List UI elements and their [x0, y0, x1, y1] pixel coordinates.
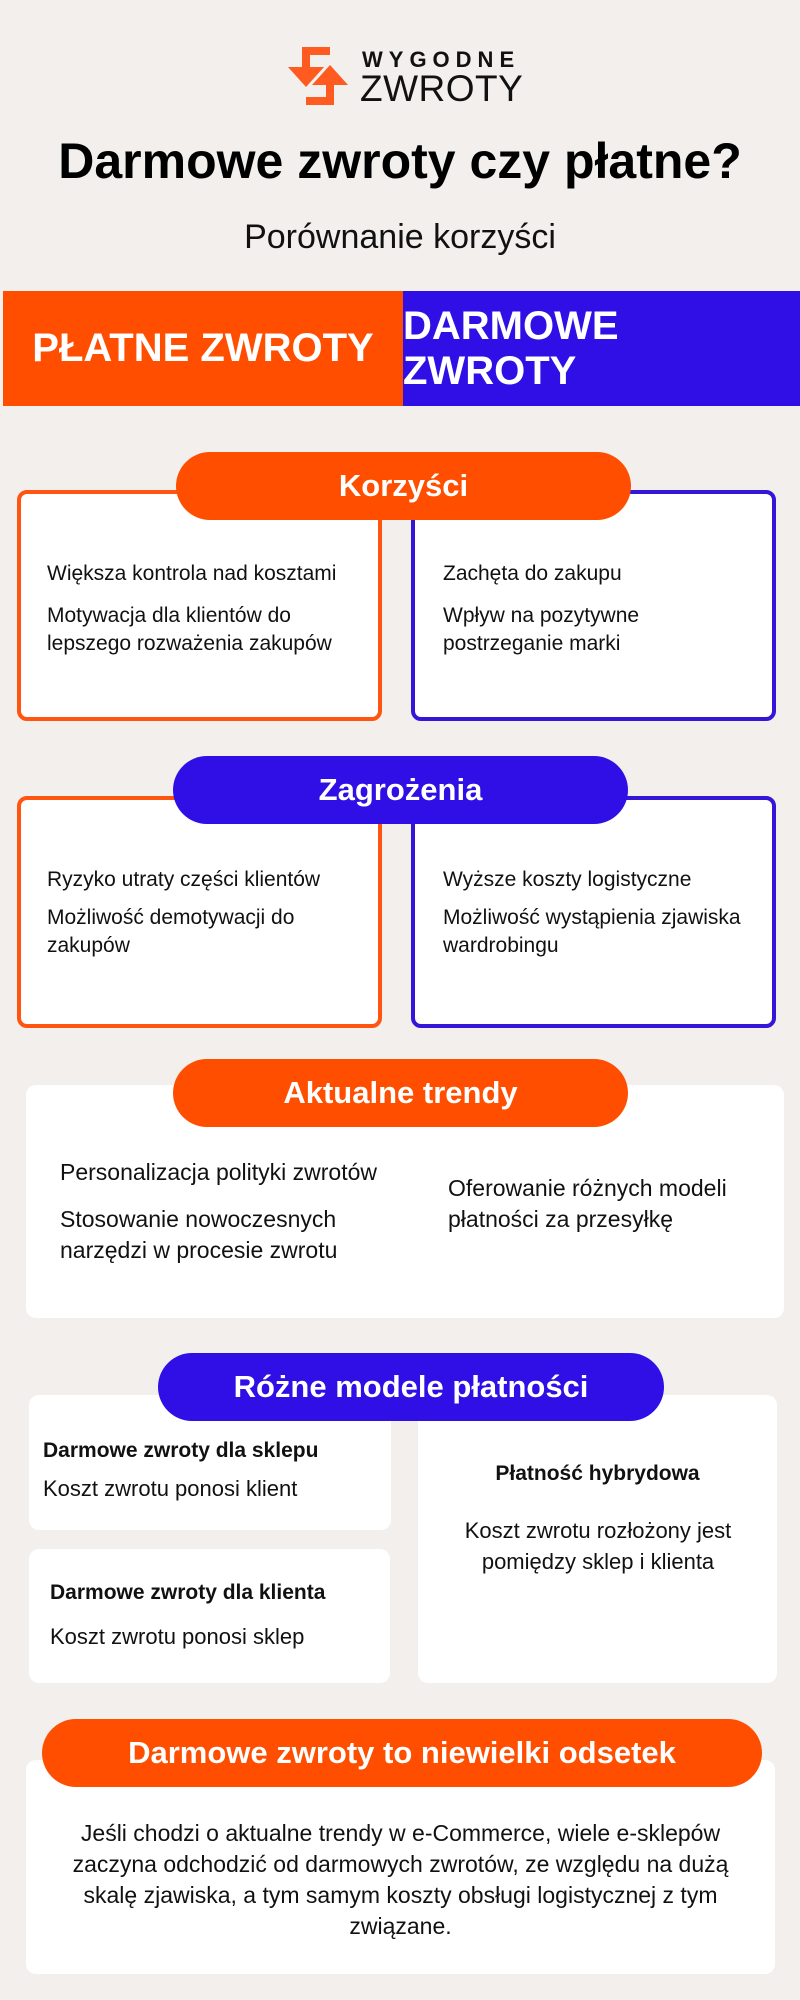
- summary-heading-text: Darmowe zwroty to niewielki odsetek: [128, 1735, 676, 1770]
- benefits-free-item: Wpływ na pozytywne postrzeganie marki: [443, 604, 640, 655]
- model-desc: Koszt zwrotu rozłożony jest pomiędzy sklep i klienta: [464, 1518, 732, 1574]
- benefits-paid-item: Większa kontrola nad kosztami: [47, 562, 337, 585]
- benefits-heading-text: Korzyści: [338, 468, 469, 503]
- threats-free-item: Wyższe koszty logistyczne: [443, 868, 692, 891]
- summary-card: [26, 1760, 775, 1974]
- model-card-hybrid: [418, 1395, 777, 1683]
- benefits-paid-card: [17, 490, 382, 721]
- paid-returns-label: PŁATNE ZWROTY: [32, 326, 374, 370]
- model-desc: Koszt zwrotu ponosi klient: [43, 1476, 298, 1501]
- trends-item: Personalizacja polityki zwrotów: [60, 1159, 378, 1185]
- summary-text: Jeśli chodzi o aktualne trendy w e-Commerce, wiele e-sklepów zaczyna odchodzić od darmowych zwrotów, ze względu na dużą skalę zjawiska, a tym samym koszty obsługi logistycznej z tym związane.: [72, 1820, 729, 1939]
- threats-paid-item: Możliwość demotywacji do zakupów: [47, 906, 295, 957]
- page-title: Darmowe zwroty czy płatne?: [58, 133, 742, 189]
- free-returns-label: DARMOWE ZWROTY: [403, 303, 619, 393]
- threats-heading-text: Zagrożenia: [318, 772, 483, 807]
- threats-heading: [173, 756, 628, 824]
- model-title: Darmowe zwroty dla klienta: [50, 1581, 326, 1604]
- trends-item: Stosowanie nowoczesnych narzędzi w procesie zwrotu: [60, 1206, 338, 1263]
- summary-heading: [42, 1719, 762, 1787]
- payment-models-heading: [158, 1353, 664, 1421]
- model-card-client: [29, 1549, 390, 1683]
- benefits-paid-item: Motywacja dla klientów do lepszego rozważenia zakupów: [47, 604, 332, 655]
- threats-free-item: Możliwość wystąpienia zjawiska wardrobingu: [443, 906, 741, 957]
- paid-returns-banner: [3, 291, 403, 406]
- threats-paid-item: Ryzyko utraty części klientów: [47, 868, 321, 891]
- threats-free-card: [411, 796, 776, 1028]
- return-arrows-icon: [284, 47, 350, 105]
- trends-item: Oferowanie różnych modeli płatności za przesyłkę: [448, 1175, 727, 1232]
- model-title: Darmowe zwroty dla sklepu: [43, 1439, 319, 1462]
- benefits-free-item: Zachęta do zakupu: [443, 562, 622, 585]
- logo-text-top: WYGODNE: [362, 47, 521, 72]
- brand-logo: [284, 47, 524, 109]
- benefits-heading: [176, 452, 631, 520]
- free-returns-banner: [403, 291, 800, 406]
- benefits-free-card: [411, 490, 776, 721]
- logo-text-bottom: ZWROTY: [360, 68, 524, 109]
- threats-paid-card: [17, 796, 382, 1028]
- trends-heading: [173, 1059, 628, 1127]
- page-subtitle: Porównanie korzyści: [244, 218, 556, 256]
- model-desc: Koszt zwrotu ponosi sklep: [50, 1624, 305, 1649]
- model-title: Płatność hybrydowa: [495, 1462, 700, 1485]
- trends-heading-text: Aktualne trendy: [283, 1075, 518, 1110]
- payment-models-heading-text: Różne modele płatności: [233, 1369, 589, 1404]
